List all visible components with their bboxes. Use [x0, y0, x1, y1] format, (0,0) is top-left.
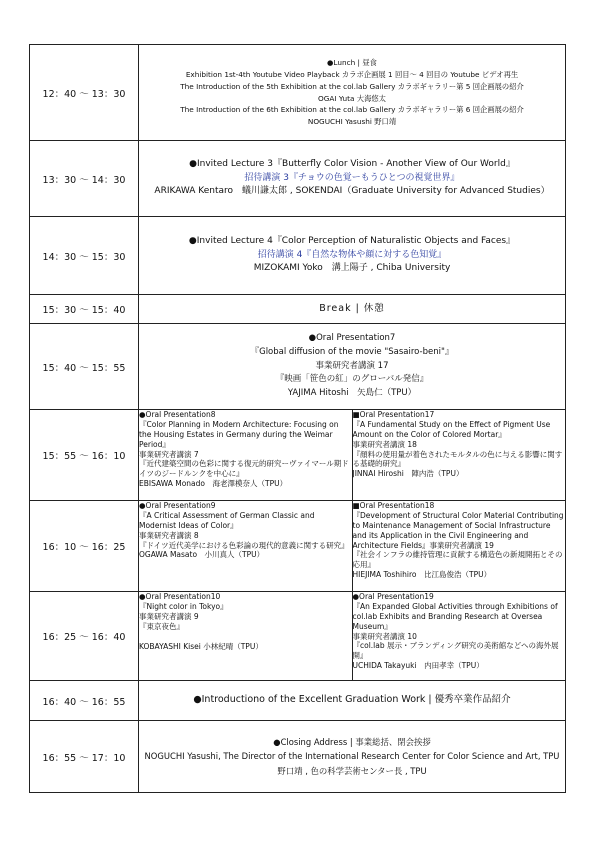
split-cell: [139, 592, 566, 681]
oral-speaker: EBISAWA Monado 海老澤模奈人（TPU）: [139, 479, 288, 489]
oral-subtitle-jp: 『顔料の使用量が着色されたモルタルの色に与える影響に関する基礎的研究』: [352, 449, 563, 469]
time-cell: 13：30 〜 14：30: [30, 141, 139, 217]
oral-19-cell: [352, 592, 565, 680]
lecture-title: ●Invited Lecture 3『Butterfly Color Vision - Another View of Our World』: [189, 158, 515, 169]
schedule-row-invited-lecture-4: [30, 217, 566, 295]
oral-subtitle-jp: 『社会インフラの維持管理に貢献する構造色の新規開拓とその応用』: [352, 550, 563, 570]
schedule-row-oral-9-18: [30, 501, 566, 592]
time-cell: 16：55 〜 17：10: [30, 721, 139, 793]
schedule-row-closing: [30, 721, 566, 793]
oral-lecture-no: 事業研究者講演 18: [352, 439, 417, 449]
lecture-speaker: ARIKAWA Kentaro 蟻川謙太郎 , SOKENDAI（Graduate University for Advanced Studies）: [154, 186, 550, 197]
oral-subtitle: 『Global diffusion of the movie "Sasairo-beni"』: [250, 346, 454, 357]
oral-title: ■Oral Presentation18: [352, 501, 435, 510]
oral-17-cell: [352, 410, 565, 500]
oral-subtitle: 『Night color in Tokyo』: [139, 601, 228, 611]
oral-lecture-no: 事業研究者講演 7: [139, 449, 199, 459]
time-cell: 16：25 〜 16：40: [30, 592, 139, 681]
oral-title: ●Oral Presentation9: [139, 501, 216, 510]
graduation-cell: ●Introductiono of the Excellent Graduation Work | 優秀卒業作品紹介: [139, 681, 566, 721]
oral-18-cell: [352, 501, 565, 591]
oral-subtitle: 『Development of Structural Color Material Contributing to Maintenance Management of Social Infrastructure and its Application in the Civil Engineering and Architecture Fields』事業研究者講演 19: [352, 510, 564, 550]
oral-subtitle: 『An Expanded Global Activities through Exhibitions of col.lab Exhibits and Branding Research at Oversea Museum』: [352, 601, 558, 631]
oral-subtitle: 『A Critical Assessment of German Classic and Modernist Ideas of Color』: [139, 510, 315, 530]
oral-speaker: HIEJIMA Toshihiro 比江島俊浩（TPU）: [352, 570, 492, 580]
oral-speaker: YAJIMA Hitoshi 矢島仁（TPU）: [287, 388, 417, 399]
closing-cell: [139, 721, 566, 793]
time-cell: 12：40 〜 13：30: [30, 45, 139, 141]
lecture-title-jp: 招待講演 4『自然な物体や顔に対する色知覚』: [257, 249, 447, 260]
time-cell: 15：40 〜 15：55: [30, 324, 139, 410]
break-cell: Break | 休憩: [139, 295, 566, 324]
oral-title: ●Oral Presentation7: [308, 333, 396, 344]
oral-subtitle: 『Color Planning in Modern Architecture: Focusing on the Housing Estates in Germany during the Weimar Period』: [139, 419, 339, 449]
presenter-name: NOGUCHI Yasushi 野口靖: [307, 117, 397, 127]
oral-speaker: KOBAYASHI Kisei 小林紀晴（TPU）: [139, 641, 263, 651]
oral-subtitle-jp: 『ドイツ近代美学における色彩論の現代的意義に関する研究』: [139, 540, 349, 550]
closing-title: ●Closing Address | 事業総括、閉会挨拶: [273, 737, 431, 748]
exhibition-6-intro: The Introduction of the 6th Exhibition at the col.lab Gallery カラボギャラリー第 6 回企画展の紹介: [180, 105, 524, 115]
oral-subtitle-jp: 『近代建築空間の色彩に関する復元的研究ーヴァイマール期ドイツのジードルンクを中心に』: [139, 459, 349, 479]
oral-lecture-no: 事業研究者講演 9: [139, 611, 199, 621]
presenter-name: OGAI Yuta 大海悠太: [318, 93, 386, 103]
lecture-title-jp: 招待講演 3『チョウの色覚ーもうひとつの視覚世界』: [244, 172, 460, 183]
lunch-title: ●Lunch | 昼食: [327, 58, 377, 68]
oral-lecture-no: 事業研究者講演 10: [352, 631, 417, 641]
oral-title: ●Oral Presentation10: [139, 592, 221, 601]
oral-title: ■Oral Presentation17: [352, 410, 435, 419]
oral-lecture-no: 事業研究者講演 17: [315, 360, 389, 371]
time-cell: 16：10 〜 16：25: [30, 501, 139, 592]
spacer: [139, 632, 352, 642]
oral-cell: [139, 324, 566, 410]
schedule-row-break: [30, 295, 566, 324]
oral-9-cell: [139, 501, 352, 591]
schedule-row-oral-7: [30, 324, 566, 410]
oral-title: ●Oral Presentation8: [139, 410, 216, 419]
schedule-table: [29, 44, 566, 793]
schedule-row-lunch: [30, 45, 566, 141]
oral-speaker: OGAWA Masato 小川真人（TPU）: [139, 550, 265, 560]
oral-lecture-no: 事業研究者講演 8: [139, 530, 199, 540]
closing-speaker-jp: 野口靖 , 色の科学芸術センター長 , TPU: [277, 765, 427, 776]
oral-10-cell: [139, 592, 352, 680]
schedule-row-invited-lecture-3: [30, 141, 566, 217]
schedule-row-oral-10-19: [30, 592, 566, 681]
lecture-title: ●Invited Lecture 4『Color Perception of Naturalistic Objects and Faces』: [188, 235, 516, 246]
oral-title: ●Oral Presentation19: [352, 592, 434, 601]
time-cell: 15：30 〜 15：40: [30, 295, 139, 324]
lecture-cell: [139, 141, 566, 217]
oral-8-cell: [139, 410, 352, 500]
lecture-cell: [139, 217, 566, 295]
oral-speaker: UCHIDA Takayuki 内田孝幸（TPU）: [352, 661, 484, 671]
lecture-speaker: MIZOKAMI Yoko 溝上陽子 , Chiba University: [253, 263, 451, 274]
schedule-row-oral-8-17: [30, 410, 566, 501]
split-cell: [139, 410, 566, 501]
oral-subtitle-jp: 『col.lab 展示・ブランディング研究の美術館などへの海外展開』: [352, 641, 559, 661]
oral-subtitle-jp: 『東京夜色』: [139, 621, 184, 631]
exhibition-playback: Exhibition 1st-4th Youtube Video Playback カラボ企画展 1 回目〜 4 回目の Youtube ビデオ再生: [185, 69, 519, 79]
time-cell: 15：55 〜 16：10: [30, 410, 139, 501]
time-cell: 14：30 〜 15：30: [30, 217, 139, 295]
schedule-row-graduation-work: [30, 681, 566, 721]
split-cell: [139, 501, 566, 592]
closing-speaker: NOGUCHI Yasushi, The Director of the International Research Center for Color Science and Art, TPU: [144, 751, 560, 762]
oral-subtitle-jp: 『映画「笹色の紅」のグローバル発信』: [275, 374, 429, 385]
oral-subtitle: 『A Fundamental Study on the Effect of Pigment Use Amount on the Color of Colored Mortar』: [352, 419, 551, 439]
oral-speaker: JINNAI Hiroshi 陣内浩（TPU）: [352, 469, 464, 479]
lunch-cell: [139, 45, 566, 141]
exhibition-5-intro: The Introduction of the 5th Exhibition at the col.lab Gallery カラボギャラリー第 5 回企画展の紹介: [180, 81, 524, 91]
time-cell: 16：40 〜 16：55: [30, 681, 139, 721]
